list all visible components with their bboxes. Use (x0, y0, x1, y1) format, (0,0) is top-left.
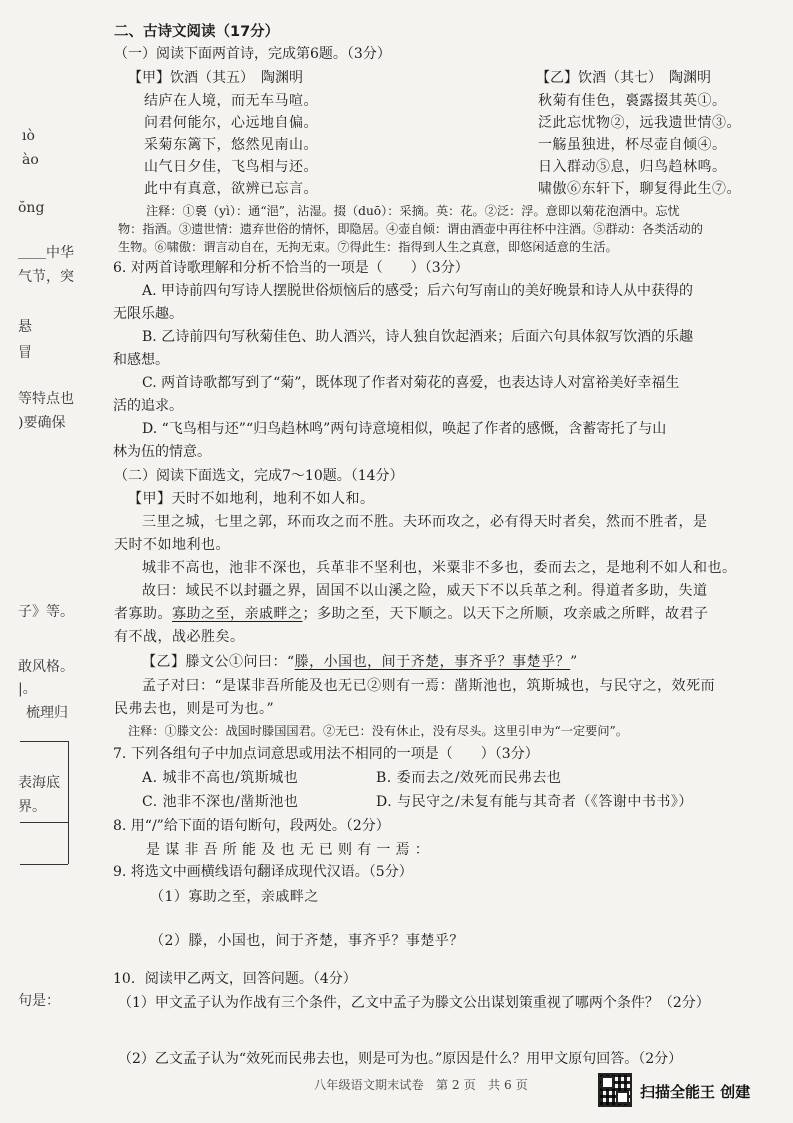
text-b-first-line (142, 651, 578, 671)
section-title: 二、古诗文阅读（17分） (114, 24, 280, 40)
q6-stem: 6. 对两首诗歌理解和分析不恰当的一项是（ ）（3分） (113, 260, 469, 276)
edge-text: 敢风格。 (18, 659, 74, 675)
q6-option-b-cont: 和感想。 (113, 352, 169, 368)
edge-text: ào (22, 152, 39, 168)
edge-text: 表海底 (18, 775, 60, 791)
poem-a-line: 采菊东篱下，悠然见南山。 (144, 137, 318, 153)
q10-item-2: （2）乙文孟子认为“效死而民弗去也，则是可为也。”原因是什么？用甲文原句回答。（2分） (118, 1051, 683, 1067)
text-a-line: 城非不高也，池非不深也，兵革非不坚利也，米粟非不多也，委而去之，是地利不如人和也。 (142, 560, 737, 576)
edge-text: 界。 (18, 799, 46, 815)
q10-stem: 10．阅读甲乙两文，回答问题。（4分） (113, 971, 357, 987)
text-a-segment: 者寡助。 (114, 606, 172, 622)
underlined-sentence: 寡助之至，亲戚畔之 (172, 606, 303, 622)
q7-stem: 7. 下列各组句子中加点词意思或用法不相同的一项是（ ）（3分） (113, 746, 539, 762)
poem-b-line: 啸傲⑥东轩下，聊复得此生⑦。 (538, 181, 741, 197)
edge-rule (20, 864, 68, 865)
q7-option-b: B. 委而去之/效死而民弗去也 (376, 770, 562, 786)
q9-item-1: （1）寡助之至，亲戚畔之 (150, 889, 319, 905)
poem-a-line: 山气日夕佳，飞鸟相与还。 (144, 159, 318, 175)
edge-text: )要确保 (18, 415, 66, 431)
edge-text: ＿＿中华 (18, 245, 74, 261)
text-b-suffix: ” (570, 654, 578, 670)
poem-a-line: 问君何能尔，心远地自偏。 (144, 115, 318, 131)
q8-sentence: 是谋非吾所能及也无已则有一焉： (146, 842, 434, 858)
underlined-sentence: 滕，小国也，间于齐楚，事齐乎？事楚乎？ (294, 654, 571, 670)
poem-a-line: 此中有真意，欲辨已忘言。 (144, 181, 318, 197)
text-b-line: 孟子对曰：“是谋非吾所能及也无已②则有一焉：凿斯池也，筑斯城也，与民守之，效死而 (142, 678, 716, 694)
text-a-title: 【甲】天时不如地利，地利不如人和。 (128, 491, 375, 507)
text-b-line: 民弗去也，则是可为也。” (114, 701, 275, 717)
poem-notes: 物：指酒。③遗世情：遗弃世俗的情怀，即隐居。④壶自倾：谓由酒壶中再往杯中注酒。⑤群动：各类活动的 (118, 222, 703, 236)
text-notes: 注释：①滕文公：战国时滕国国君。②无已：没有休止，没有尽头。这里引申为“一定要问”。 (128, 724, 628, 738)
edge-text: 梳理归 (26, 705, 68, 721)
q6-option-d: D. “飞鸟相与还”“归鸟趋林鸣”两句诗意境相似，唤起了作者的感慨，含蓄寄托了与山 (142, 421, 667, 437)
part1-header: （一）阅读下面两首诗，完成第6题。（3分） (114, 46, 391, 62)
edge-text: ŏng (18, 200, 45, 216)
q7-option-d: D. 与民守之/未复有能与其奇者（《答谢中书书》） (376, 794, 693, 810)
edge-text: ıò (22, 128, 35, 144)
poem-b-line: 秋菊有佳色，裛露掇其英①。 (538, 93, 727, 109)
edge-rule (68, 741, 69, 864)
edge-text: 悬 (18, 319, 32, 335)
q6-option-a-cont: 无限乐趣。 (113, 306, 183, 322)
text-a-line: 故曰：域民不以封疆之界，固国不以山溪之险，威天下不以兵革之利。得道者多助，失道 (142, 583, 708, 599)
edge-text: 子》等。 (18, 604, 74, 620)
edge-text: 等特点也 (18, 391, 74, 407)
text-a-line: 有不战，战必胜矣。 (114, 629, 245, 645)
text-a-line: 三里之城，七里之郭，环而攻之而不胜。夫环而攻之，必有得天时者矣，然而不胜者，是 (142, 514, 708, 530)
q6-option-a: A. 甲诗前四句写诗人摆脱世俗烦恼后的感受；后六句写南山的美好晚景和诗人从中获得的 (142, 283, 694, 299)
q9-stem: 9. 将选文中画横线语句翻译成现代汉语。（5分） (113, 864, 413, 880)
edge-rule (20, 822, 68, 823)
edge-rule (20, 741, 68, 742)
poem-b-line: 日入群动⑤息，归鸟趋林鸣。 (538, 159, 727, 175)
q9-item-2: （2）滕，小国也，间于齐楚，事齐乎？事楚乎？ (150, 933, 464, 949)
page-footer: 八年级语文期末试卷 第 2 页 共 6 页 (314, 1078, 528, 1092)
edge-text: |。 (18, 681, 37, 697)
text-a-line: 天时不如地利也。 (114, 537, 230, 553)
text-a-line-group (114, 603, 709, 623)
q8-stem: 8. 用“/”给下面的语句断句，段两处。（2分） (113, 818, 390, 834)
poem-a-line: 结庐在人境，而无车马喧。 (144, 93, 318, 109)
poem-b-line: 泛此忘忧物②，远我遗世情③。 (538, 115, 741, 131)
q7-option-c: C. 池非不深也/凿斯池也 (142, 794, 299, 810)
scanner-watermark: 扫描全能王 创建 (640, 1083, 751, 1101)
qr-code-icon (598, 1073, 632, 1107)
poem-b-title: 【乙】饮酒（其七） 陶渊明 (536, 70, 711, 86)
poem-a-title: 【甲】饮酒（其五） 陶渊明 (128, 70, 303, 86)
q6-option-c: C. 两首诗歌都写到了“菊”，既体现了作者对菊花的喜爱，也表达诗人对富裕美好幸福生 (142, 375, 680, 391)
poem-notes: 生物。⑥啸傲：谓言动自在，无拘无束。⑦得此生：指得到人生之真意，即悠闲适意的生活。 (118, 240, 618, 254)
edge-text: 冒 (18, 345, 32, 361)
edge-text: 气节，突 (18, 269, 74, 285)
edge-text: 句是： (18, 993, 60, 1009)
text-a-segment: ；多助之至，天下顺之。以天下之所顺，攻亲戚之所畔，故君子 (302, 606, 709, 622)
q6-option-b: B. 乙诗前四句写秋菊佳色、助人酒兴，诗人独自饮起酒来；后面六句具体叙写饮酒的乐趣 (142, 329, 694, 345)
q6-option-c-cont: 活的追求。 (113, 398, 183, 414)
q10-item-1: （1）甲文孟子认为作战有三个条件，乙文中孟子为滕文公出谋划策重视了哪两个条件？（2分） (118, 995, 710, 1011)
text-b-prefix: 【乙】滕文公①问曰：“ (142, 654, 295, 670)
q7-option-a: A. 城非不高也/筑斯城也 (142, 770, 299, 786)
poem-b-line: 一觞虽独进，杯尽壶自倾④。 (538, 137, 727, 153)
poem-notes: 注释：①裛（yì）：通“浥”，沾湿。掇（duō）：采摘。英：花。②泛：浮。意即以菊花泡酒中。忘忧 (146, 204, 680, 218)
part2-header: （二）阅读下面选文，完成7～10题。（14分） (114, 468, 404, 484)
q6-option-d-cont: 林为伍的情意。 (113, 444, 211, 460)
